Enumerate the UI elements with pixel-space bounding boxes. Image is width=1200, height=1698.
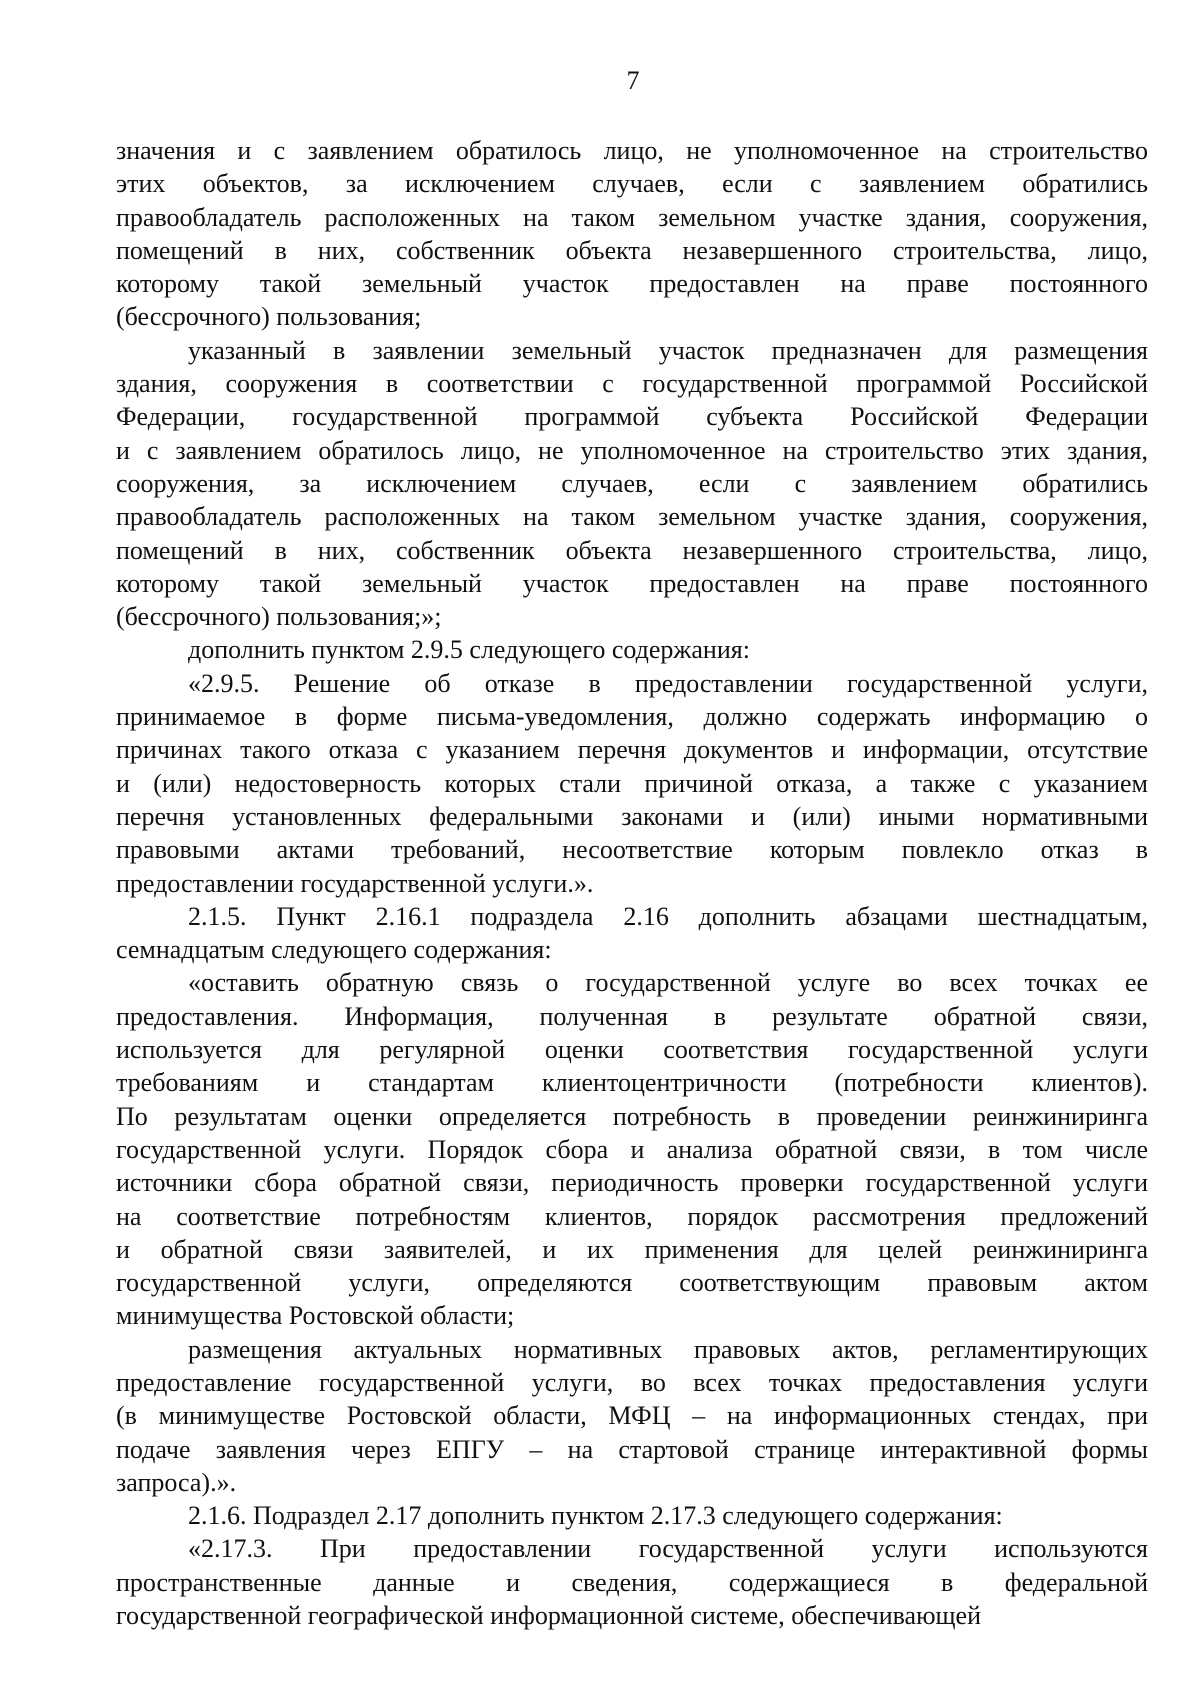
page-number: 7 (626, 66, 640, 95)
text-line: которому такой земельный участок предоставлен на праве постоянного (116, 269, 1148, 299)
text-line: правообладатель расположенных на таком земельном участке здания, сооружения, (116, 502, 1148, 532)
text-line: государственной услуги, определяются соответствующим правовым актом (116, 1268, 1148, 1298)
text-line: «2.17.3. При предоставлении государственной услуги используются (188, 1534, 1148, 1564)
text-line: «2.9.5. Решение об отказе в предоставлении государственной услуги, (188, 668, 1148, 698)
text-line: 2.1.5. Пункт 2.16.1 подраздела 2.16 дополнить абзацами шестнадцатым, (188, 901, 1148, 931)
text-line: предоставления. Информация, полученная в результате обратной связи, (116, 1001, 1148, 1031)
paragraph (116, 667, 1148, 900)
text-line: причинах такого отказа с указанием перечня документов и информации, отсутствие (116, 735, 1148, 765)
paragraph (116, 334, 1148, 634)
text-line: указанный в заявлении земельный участок предназначен для размещения (188, 335, 1148, 365)
text-line: сооружения, за исключением случаев, если с заявлением обратились (116, 468, 1148, 498)
text-line: источники сбора обратной связи, периодичность проверки государственной услуги (116, 1168, 1148, 1198)
document-body (116, 134, 1148, 1632)
text-line: которому такой земельный участок предоставлен на праве постоянного (116, 568, 1148, 598)
text-line: 2.1.6. Подраздел 2.17 дополнить пунктом 2.17.3 следующего содержания: (188, 1501, 1003, 1531)
text-line: (бессрочного) пользования; (116, 302, 422, 332)
text-line: государственной географической информационной системе, обеспечивающей (116, 1601, 981, 1631)
text-line: предоставление государственной услуги, во всех точках предоставления услуги (116, 1367, 1148, 1397)
text-line: пространственные данные и сведения, содержащиеся в федеральной (116, 1567, 1148, 1597)
text-line: перечня установленных федеральными законами и (или) иными нормативными (116, 801, 1148, 831)
paragraph (116, 966, 1148, 1332)
text-line: и обратной связи заявителей, и их применения для целей реинжиниринга (116, 1234, 1148, 1264)
text-line: По результатам оценки определяется потребность в проведении реинжиниринга (116, 1101, 1148, 1131)
text-line: и с заявлением обратилось лицо, не уполномоченное на строительство этих здания, (116, 435, 1148, 465)
text-line: «оставить обратную связь о государственной услуге во всех точках ее (188, 968, 1148, 998)
text-line: здания, сооружения в соответствии с государственной программой Российской (116, 369, 1148, 399)
text-line: правообладатель расположенных на таком земельном участке здания, сооружения, (116, 202, 1148, 232)
text-line: (в минимуществе Ростовской области, МФЦ – на информационных стендах, при (116, 1401, 1148, 1431)
text-line: государственной услуги. Порядок сбора и анализа обратной связи, в том числе (116, 1134, 1148, 1164)
paragraph (116, 134, 1148, 334)
text-line: минимущества Ростовской области; (116, 1301, 515, 1331)
text-line: размещения актуальных нормативных правовых актов, регламентирующих (188, 1334, 1148, 1364)
text-line: дополнить пунктом 2.9.5 следующего содержания: (188, 635, 750, 665)
text-line: помещений в них, собственник объекта незавершенного строительства, лицо, (116, 235, 1148, 265)
text-line: запроса).». (116, 1467, 237, 1497)
text-line: помещений в них, собственник объекта незавершенного строительства, лицо, (116, 535, 1148, 565)
paragraph (116, 900, 1148, 967)
text-line: подаче заявления через ЕПГУ – на стартовой странице интерактивной формы (116, 1434, 1148, 1464)
text-line: правовыми актами требований, несоответствие которым повлекло отказ в (116, 835, 1148, 865)
text-line: значения и с заявлением обратилось лицо, не уполномоченное на строительство (116, 136, 1148, 165)
text-line: предоставлении государственной услуги.». (116, 868, 594, 898)
text-line: этих объектов, за исключением случаев, если с заявлением обратились (116, 169, 1148, 199)
paragraph (116, 1499, 1148, 1532)
text-line: семнадцатым следующего содержания: (116, 935, 552, 965)
paragraph (116, 633, 1148, 666)
text-line: и (или) недостоверность которых стали причиной отказа, а также с указанием (116, 768, 1148, 798)
paragraph (116, 1532, 1148, 1632)
text-line: требованиям и стандартам клиентоцентричности (потребности клиентов). (116, 1068, 1148, 1098)
text-line: Федерации, государственной программой субъекта Российской Федерации (116, 402, 1148, 432)
paragraph (116, 1333, 1148, 1499)
text-line: используется для регулярной оценки соответствия государственной услуги (116, 1035, 1148, 1065)
text-line: принимаемое в форме письма-уведомления, должно содержать информацию о (116, 702, 1148, 732)
text-line: на соответствие потребностям клиентов, порядок рассмотрения предложений (116, 1201, 1148, 1231)
text-line: (бессрочного) пользования;»; (116, 602, 442, 632)
